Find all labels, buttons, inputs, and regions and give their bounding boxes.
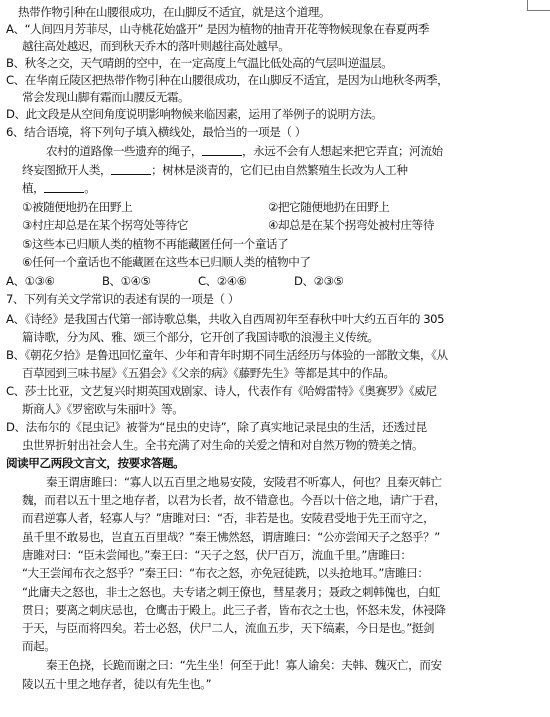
q7-option-d-cont: 虫世界折射出社会人生。全书充满了对生命的关爱之情和对自然万物的赞美之情。 (22, 438, 424, 452)
answer-option-a[interactable]: A、①③⑥ (6, 274, 55, 288)
q6-answers (0, 273, 550, 290)
choice-item: ④却总是在某个拐弯处被村庄等待 (268, 218, 434, 232)
q6-stem: 6、结合语境，将下列句子填入横线处，最恰当的一项是（ ） (6, 125, 306, 139)
q5-option-c-cont: 常会发现山脚有霜而山腰反无霜。 (22, 90, 190, 104)
passage-line: “大王尝闻布衣之怒乎？”秦王曰：“布衣之怒，亦免冠徒跣，以头抢地耳。”唐雎曰： (22, 566, 429, 580)
answer-option-b[interactable]: B、①④⑤ (102, 274, 151, 288)
option-letter: D、 (6, 107, 26, 121)
q5-option-c (0, 72, 550, 89)
q7-option-c (0, 383, 550, 400)
option-letter: C、 (6, 73, 25, 87)
q7-option-c-cont: 斯商人》《罗密欧与朱丽叶》等。 (22, 402, 184, 416)
passage-line: 唐雎对曰：“臣未尝闻也。”秦王曰：“天子之怒，伏尸百万，流血千里。”唐雎曰： (22, 548, 412, 562)
q7-option-b (0, 347, 550, 364)
q5-option-d (0, 106, 550, 123)
choice-item: ⑥任何一个童话也不能藏匿在这些本已归顺人类的植物中了 (22, 255, 311, 269)
option-text: 《诗经》是我国古代第一部诗歌总集，共收入自西周初年至春秋中叶大约五百年的 305 (24, 312, 445, 326)
passage-line: “此庸夫之怒也，非士之怒也。夫专诸之刺王僚也，彗星袭月；聂政之刺韩傀也，白虹 (22, 585, 440, 599)
option-text: 秋冬之交，天气晴朗的空中，在一定高度上气温比低处高的气层叫逆温层。 (24, 56, 393, 70)
passage-line: 魏，而君以五十里之地存者，以君为长者，故不错意也。今吾以十倍之地，请广于君， (22, 493, 446, 507)
q6-passage-line: 农村的道路像一些遗弃的绳子， ，永远不会有人想起来把它弄直；河流始 (46, 144, 443, 158)
q5-option-b (0, 55, 550, 72)
q7-stem: 7、下列有关文学常识的表述有误的一项是（ ） (6, 292, 240, 306)
answer-blank[interactable] (44, 180, 84, 193)
choice-item: ①被随便地扔在田野上 (22, 200, 133, 214)
q6-choice-row (0, 199, 550, 216)
option-letter: D、 (6, 420, 26, 434)
option-text: 莎士比亚，文艺复兴时期英国戏剧家、诗人，代表作有《哈姆雷特》《奥赛罗》《威尼 (24, 384, 437, 398)
option-letter: C、 (6, 384, 25, 398)
passage-line: 而起。 (22, 639, 56, 653)
answer-option-c[interactable]: C、②④⑥ (198, 274, 247, 288)
option-text: 《朝花夕拾》是鲁迅回忆童年、少年和青年时期不同生活经历与体验的一部散文集，《从 (24, 348, 448, 362)
option-text: 在华南丘陵区把热带作物引种在山腰很成功，在山脚反不适宜，是因为山地秋冬两季， (24, 73, 449, 87)
q6-passage-line: 终妄图掀开人类， ；树林是淡青的，它们已由自然繁殖生长改为人工种 (22, 163, 408, 177)
q6-passage-line: 植， 。 (22, 181, 96, 195)
answer-option-d[interactable]: D、②③⑤ (294, 274, 344, 288)
q6-choice-row (0, 217, 550, 234)
choice-item: ③村庄却总是在某个拐弯处等待它 (22, 218, 188, 232)
option-text: “人间四月芳菲尽，山寺桃花始盛开” 是因为植物的抽青开花等物候现象在春夏两季 (24, 22, 430, 36)
passage-line: 贯日；要离之刺庆忌也，仓鹰击于殿上。此三子者，皆布衣之士也，怀怒未发，休祲降 (22, 603, 446, 617)
passage-line: 秦王谓唐雎曰：“寡人以五百里之地易安陵，安陵君不听寡人，何也？且秦灭韩亡 (46, 475, 442, 489)
q7-option-b-cont: 百草园到三味书屋》《五猖会》《父亲的病》《藤野先生》等都是其中的作品。 (22, 366, 395, 380)
passage-line: 虽千里不敢易也，岂直五百里哉？”秦王怫然怒，谓唐雎曰：“公亦尝闻天子之怒乎？” (22, 530, 440, 544)
q5-option-a-cont: 越往高处越迟，而到秋天乔木的落叶则越往高处越早。 (22, 39, 290, 53)
answer-blank[interactable] (111, 162, 151, 175)
q6-choice-row (0, 254, 550, 271)
option-text: 法布尔的《昆虫记》被誉为“昆虫的史诗”，除了真实地记录昆虫的生活，还透过昆 (25, 420, 427, 434)
passage-line: 陵以五十里之地存者，徒以有先生也。” (22, 677, 212, 691)
option-letter: A、 (6, 312, 25, 326)
text-line: 热带作物引种在山腰很成功，在山脚反不适宜，就是这个道理。 (18, 5, 331, 19)
answer-blank[interactable] (202, 143, 242, 156)
q6-choice-row (0, 236, 550, 253)
option-letter: B、 (6, 348, 25, 362)
q5-option-a (0, 21, 550, 38)
section-heading: 阅读甲乙两段文言文，按要求答题。 (6, 456, 185, 470)
option-letter: B、 (6, 56, 25, 70)
q7-option-a (0, 311, 550, 328)
passage-line: 于天，与臣而将四矣。若士必怒，伏尸二人，流血五步，天下缟素，今日是也。”挺剑 (22, 621, 435, 635)
option-letter: A、 (6, 22, 25, 36)
q7-option-d (0, 419, 550, 436)
choice-item: ⑤这些本已归顺人类的植物不再能藏匿任何一个童话了 (22, 237, 289, 251)
choice-item: ②把它随便地扔在田野上 (268, 200, 390, 214)
option-text: 此文段是从空间角度说明影响物候来临因素，运用了举例子的说明方法。 (25, 107, 383, 121)
passage-line: 秦王色挠，长跪而谢之曰：“先生坐！何至于此！寡人谕矣：夫韩、魏灭亡，而安 (46, 658, 442, 672)
q7-option-a-cont: 篇诗歌，分为风、雅、颂三个部分，它开创了我国诗歌的浪漫主义传统。 (22, 330, 379, 344)
passage-line: 而君逆寡人者，轻寡人与？”唐雎对曰：“否，非若是也。安陵君受地于先王而守之， (22, 511, 435, 525)
